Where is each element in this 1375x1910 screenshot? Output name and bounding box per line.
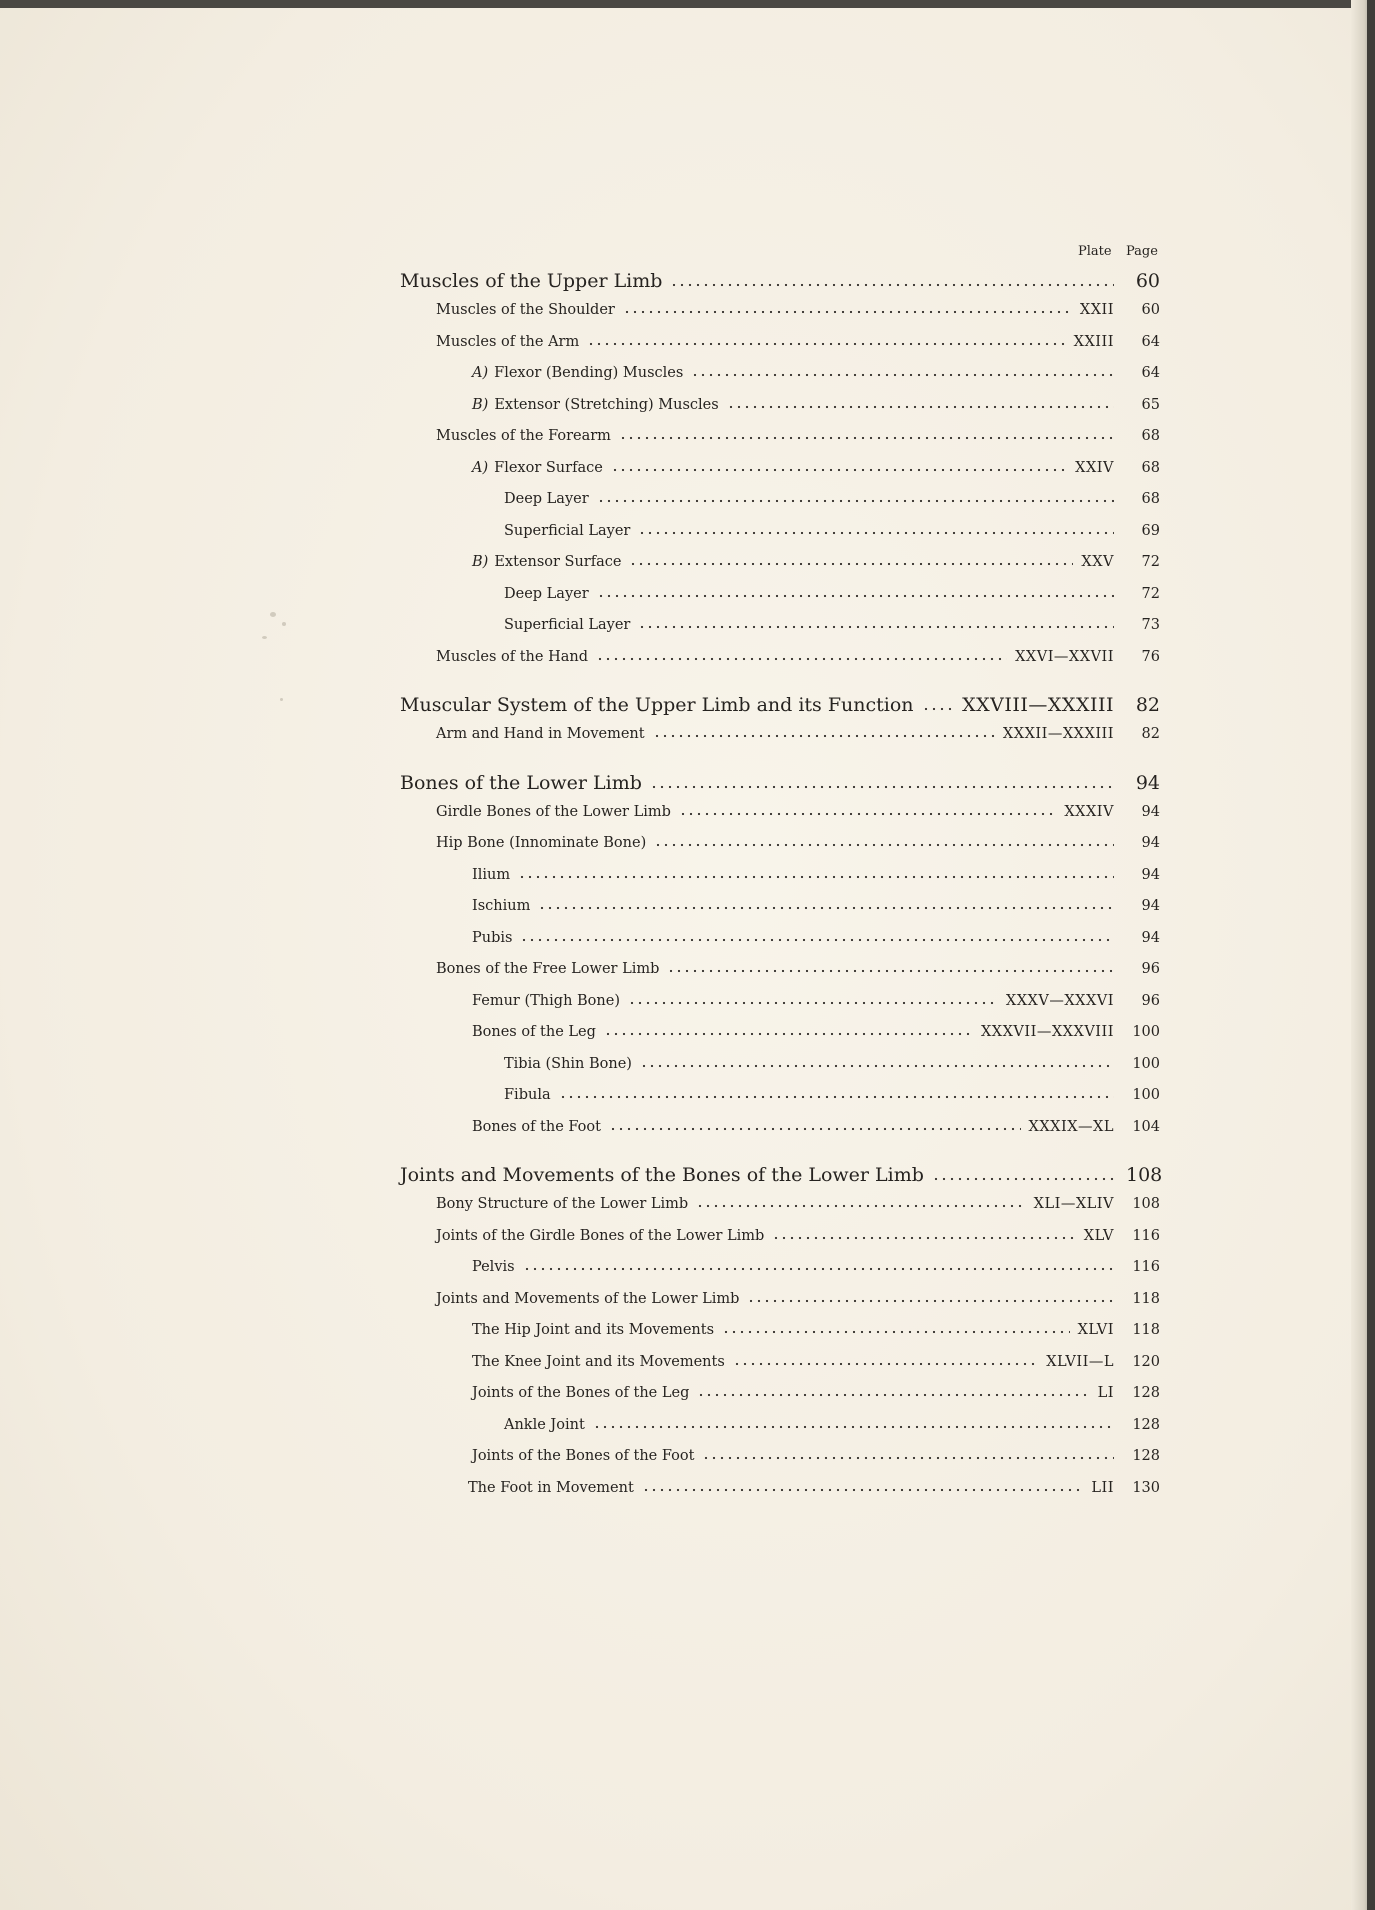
entry-title (472, 397, 719, 413)
entry-title-text: Muscles of the Forearm (436, 428, 611, 444)
entry-title (504, 1087, 551, 1103)
entry-page-number: 100 (1132, 1087, 1160, 1103)
entry-title (504, 491, 589, 507)
toc-entry (400, 922, 1160, 954)
entry-title (436, 804, 671, 820)
entry-title-text: The Hip Joint and its Movements (472, 1322, 715, 1338)
entry-title (472, 1385, 689, 1401)
entry-title-text: Superficial Layer (504, 617, 631, 633)
entry-plate: XXXIX—XL (1028, 1118, 1114, 1135)
toc-entry (400, 609, 1160, 641)
entry-letter: A) (472, 459, 489, 476)
entry-page-number: 69 (1141, 522, 1160, 539)
toc-entry (400, 1154, 1163, 1188)
paper-speck (282, 622, 286, 626)
toc-entry (400, 762, 1160, 796)
entry-title (472, 1448, 694, 1464)
plate-column-header: Plate (1078, 244, 1112, 259)
entry-title (400, 694, 914, 716)
entry-title (472, 1259, 515, 1275)
dot-leader (932, 1169, 1114, 1181)
entry-title (472, 1322, 714, 1338)
entry-page-number: 60 (1141, 302, 1160, 318)
dot-leader (650, 777, 1114, 789)
toc-entry (400, 420, 1160, 452)
dot-leader (922, 699, 955, 711)
entry-title-text: Ankle Joint (504, 1416, 585, 1433)
dot-leader (611, 460, 1067, 472)
dot-leader (679, 804, 1056, 816)
entry-title (436, 1291, 739, 1307)
toc-entry (400, 1377, 1160, 1409)
entry-plate: XXXVII—XXXVIII (980, 1024, 1114, 1040)
entry-page-number: 116 (1132, 1259, 1160, 1275)
toc-entry (400, 452, 1160, 484)
entry-page-number: 94 (1141, 835, 1160, 851)
dot-leader (691, 365, 1114, 377)
entry-title (436, 1196, 688, 1212)
entry-page-number: 73 (1141, 617, 1160, 633)
column-headers (400, 238, 1160, 260)
entry-title (504, 1417, 585, 1433)
entry-title-text: Flexor (Bending) Muscles (494, 365, 684, 381)
toc-entry (400, 294, 1160, 326)
entry-plate: XXVI—XXVII (1015, 648, 1114, 665)
entry-title-text: The Foot in Movement (468, 1479, 634, 1496)
entry-title-text: Ilium (472, 866, 511, 883)
entry-page-number: 96 (1141, 992, 1160, 1009)
entry-page-number: 108 (1132, 1196, 1160, 1212)
entry-title (436, 726, 645, 742)
entry-page-number: 82 (1135, 694, 1160, 716)
dot-leader (654, 835, 1114, 847)
entry-plate: XXXV—XXXVI (1005, 992, 1114, 1009)
entry-page-number: 64 (1141, 365, 1160, 381)
entry-plate: XXVIII—XXXIII (962, 694, 1114, 716)
entry-plate: XLVII—L (1046, 1353, 1114, 1370)
book-spine (1367, 0, 1375, 1910)
entry-title-text: Bones of the Free Lower Limb (436, 961, 660, 977)
entry-plate: XLV (1083, 1227, 1114, 1244)
entry-page-number: 118 (1132, 1290, 1160, 1307)
entry-page-number: 94 (1141, 803, 1160, 820)
toc-entry (400, 1472, 1160, 1504)
toc-entry (400, 796, 1160, 828)
entry-page-number: 68 (1141, 491, 1160, 507)
toc-entry (400, 578, 1160, 610)
entry-title (436, 1228, 764, 1244)
entry-plate: XXII (1079, 302, 1114, 318)
dot-leader (667, 961, 1114, 973)
entry-title-text: Muscles of the Shoulder (436, 302, 615, 318)
entry-title (472, 867, 510, 883)
entry-plate: XLI—XLIV (1033, 1196, 1114, 1212)
entry-title-text: Flexor Surface (494, 459, 603, 476)
entry-title (504, 1056, 632, 1072)
paper-speck (262, 636, 267, 639)
entry-title (400, 270, 662, 292)
entry-letter: B) (472, 396, 489, 413)
toc-entry (400, 260, 1160, 294)
entry-title (436, 835, 646, 851)
entry-page-number: 72 (1141, 585, 1160, 602)
entry-letter: A) (472, 365, 489, 381)
entry-title-text: Bony Structure of the Lower Limb (436, 1196, 689, 1212)
dot-leader (629, 554, 1073, 566)
entry-letter: B) (472, 554, 489, 570)
entry-title (472, 554, 621, 570)
entry-title (472, 1024, 596, 1040)
toc-entry (400, 1440, 1160, 1472)
entry-title (436, 302, 615, 318)
entry-title-text: Girdle Bones of the Lower Limb (436, 803, 671, 820)
dot-leader (596, 649, 1007, 661)
entry-title-text: Joints of the Bones of the Leg (472, 1385, 690, 1401)
entry-page-number: 104 (1132, 1118, 1160, 1135)
entry-title-text: Bones of the Foot (472, 1118, 601, 1135)
toc-entry (400, 515, 1160, 547)
entry-page-number: 108 (1126, 1164, 1163, 1186)
toc-entry (400, 1409, 1160, 1441)
dot-leader (587, 334, 1065, 346)
dot-leader (518, 867, 1114, 879)
entry-page-number: 96 (1141, 961, 1160, 977)
dot-leader (597, 491, 1114, 503)
toc-entry (400, 718, 1160, 750)
entry-title (504, 617, 630, 633)
toc-entry (400, 483, 1160, 515)
entry-title-text: The Knee Joint and its Movements (472, 1353, 725, 1370)
dot-leader (727, 397, 1114, 409)
entry-title-text: Joints of the Bones of the Foot (472, 1448, 695, 1464)
dot-leader (670, 275, 1114, 287)
toc-entry (400, 1346, 1160, 1378)
entry-page-number: 94 (1141, 866, 1160, 883)
dot-leader (597, 586, 1114, 598)
dot-leader (772, 1228, 1075, 1240)
entry-plate: XXV (1081, 554, 1114, 570)
entry-title-text: Pubis (472, 929, 513, 946)
entry-title-text: Muscles of the Upper Limb (400, 270, 663, 292)
dot-leader (722, 1322, 1070, 1334)
entry-title (436, 428, 611, 444)
toc-entry (400, 953, 1160, 985)
toc-entry (400, 1251, 1160, 1283)
entry-page-number: 128 (1132, 1416, 1160, 1433)
entry-plate: XXIV (1075, 459, 1114, 476)
table-of-contents (400, 238, 1163, 1503)
entry-title-text: Muscles of the Arm (436, 333, 580, 350)
entry-plate: XXXIV (1064, 803, 1114, 820)
dot-leader (538, 898, 1114, 910)
entry-title (504, 523, 630, 539)
toc-entries (400, 260, 1163, 1503)
toc-entry (400, 1079, 1160, 1111)
page-column-header: Page (1126, 244, 1158, 259)
entry-page-number: 76 (1141, 648, 1160, 665)
entry-title-text: Fibula (504, 1087, 551, 1103)
dot-leader (747, 1291, 1114, 1303)
toc-entry (400, 684, 1160, 718)
dot-leader (523, 1259, 1114, 1271)
dot-leader (593, 1417, 1114, 1429)
entry-title (504, 586, 589, 602)
dot-leader (559, 1087, 1114, 1099)
entry-title-text: Joints and Movements of the Lower Limb (436, 1290, 740, 1307)
entry-page-number: 128 (1132, 1385, 1160, 1401)
entry-title (472, 898, 530, 914)
toc-entry (400, 1111, 1160, 1143)
toc-entry (400, 389, 1160, 421)
toc-entry (400, 1283, 1160, 1315)
dot-leader (640, 1056, 1114, 1068)
dot-leader (619, 428, 1114, 440)
entry-plate: XLVI (1077, 1322, 1114, 1338)
entry-title (400, 1164, 924, 1186)
entry-page-number: 72 (1141, 554, 1160, 570)
toc-entry (400, 859, 1160, 891)
entry-page-number: 60 (1135, 270, 1160, 292)
entry-page-number: 100 (1132, 1024, 1160, 1040)
dot-leader (642, 1480, 1084, 1492)
entry-title (472, 365, 683, 381)
toc-entry (400, 357, 1160, 389)
entry-page-number: 64 (1141, 333, 1160, 350)
toc-entry (400, 1048, 1160, 1080)
dot-leader (696, 1196, 1025, 1208)
entry-title (468, 1480, 634, 1496)
entry-page-number: 68 (1141, 428, 1160, 444)
entry-title-text: Extensor (Stretching) Muscles (494, 396, 719, 413)
entry-title-text: Ischium (472, 898, 531, 914)
dot-leader (604, 1024, 973, 1036)
dot-leader (697, 1385, 1089, 1397)
entry-title-text: Hip Bone (Innominate Bone) (436, 835, 647, 851)
entry-page-number: 116 (1132, 1227, 1160, 1244)
entry-title (472, 1119, 601, 1135)
entry-title (436, 961, 659, 977)
entry-title (472, 1354, 725, 1370)
entry-title-text: Muscles of the Hand (436, 648, 588, 665)
entry-title (436, 649, 588, 665)
entry-title-text: Bones of the Lower Limb (400, 771, 642, 794)
entry-page-number: 65 (1141, 396, 1160, 413)
toc-entry (400, 890, 1160, 922)
entry-title (436, 334, 579, 350)
entry-page-number: 130 (1132, 1479, 1160, 1496)
entry-title-text: Extensor Surface (494, 554, 622, 570)
toc-entry (400, 985, 1160, 1017)
dot-leader (623, 302, 1072, 314)
entry-title-text: Muscular System of the Upper Limb and its Function (400, 694, 914, 716)
entry-page-number: 118 (1132, 1322, 1160, 1338)
entry-title-text: Joints of the Girdle Bones of the Lower Limb (436, 1227, 765, 1244)
entry-title (472, 993, 620, 1009)
toc-entry (400, 1220, 1160, 1252)
toc-entry (400, 1016, 1160, 1048)
entry-page-number: 94 (1135, 771, 1160, 794)
entry-plate: XXXII—XXXIII (1002, 726, 1114, 742)
entry-page-number: 94 (1141, 929, 1160, 946)
entry-title-text: Deep Layer (504, 585, 589, 602)
dot-leader (628, 993, 998, 1005)
entry-title-text: Pelvis (472, 1259, 515, 1275)
entry-page-number: 128 (1132, 1448, 1160, 1464)
page-top-edge (0, 0, 1375, 8)
entry-title-text: Superficial Layer (504, 522, 631, 539)
toc-entry (400, 641, 1160, 673)
dot-leader (733, 1354, 1038, 1366)
toc-entry (400, 546, 1160, 578)
entry-page-number: 120 (1132, 1353, 1160, 1370)
entry-title (472, 930, 512, 946)
dot-leader (609, 1119, 1021, 1131)
toc-entry (400, 1188, 1160, 1220)
paper-speck (280, 698, 283, 701)
entry-plate: LII (1091, 1479, 1114, 1496)
entry-plate: XXIII (1073, 333, 1114, 350)
entry-title-text: Tibia (Shin Bone) (504, 1055, 632, 1072)
dot-leader (520, 930, 1114, 942)
entry-page-number: 82 (1141, 726, 1160, 742)
toc-entry (400, 1314, 1160, 1346)
entry-title-text: Femur (Thigh Bone) (472, 992, 620, 1009)
entry-title-text: Deep Layer (504, 491, 589, 507)
entry-title (400, 772, 642, 794)
entry-plate: LI (1097, 1385, 1114, 1401)
toc-entry (400, 326, 1160, 358)
entry-title-text: Bones of the Leg (472, 1024, 596, 1040)
dot-leader (653, 726, 995, 738)
toc-entry (400, 827, 1160, 859)
paper-speck (270, 612, 276, 617)
entry-page-number: 100 (1132, 1055, 1160, 1072)
dot-leader (702, 1448, 1114, 1460)
entry-title (472, 460, 603, 476)
entry-page-number: 94 (1141, 898, 1160, 914)
entry-page-number: 68 (1141, 459, 1160, 476)
dot-leader (638, 523, 1114, 535)
entry-title-text: Joints and Movements of the Bones of the Lower Limb (400, 1164, 924, 1186)
dot-leader (638, 617, 1114, 629)
entry-title-text: Arm and Hand in Movement (436, 726, 645, 742)
